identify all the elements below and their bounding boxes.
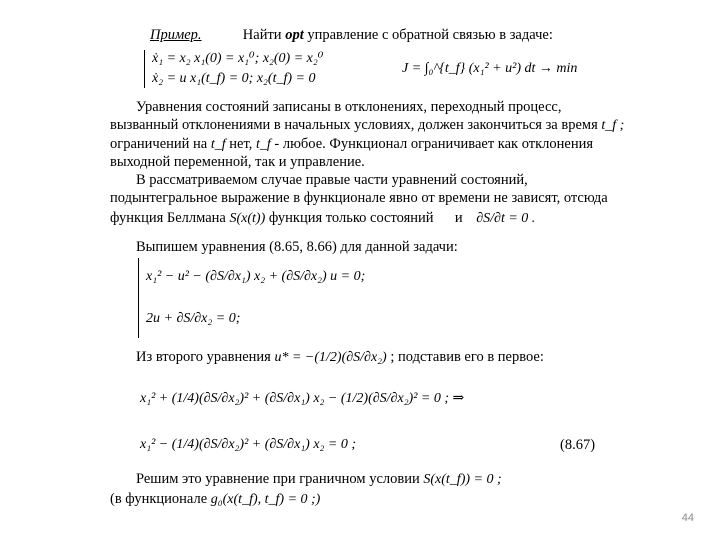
para2-line1: В рассматриваемом случае правые части уравнений состояний, (136, 172, 528, 188)
boundary-condition: S(x(t_f)) = 0 ; (423, 472, 502, 487)
para1-line3: ограничений на t_f нет, t_f - любое. Функционал ограничивает как отклонения (110, 136, 594, 152)
para1-line2: вызванный отклонениями в начальных условиях, должен закончиться за время t_f ; (110, 117, 625, 133)
substituted-equation-1: x₁² + (1/4)(∂S/∂x₂)² + (∂S/∂x₁) x₂ − (1/2)(∂S/∂x₂)² = 0 ; ⇒ (140, 391, 465, 406)
para1-line1: Уравнения состояний записаны в отклонениях, переходный процесс, (136, 99, 562, 115)
example-label: Пример. (150, 27, 202, 43)
functional-expression: J = ∫₀^{t_f} (x₁² + u²) dt → min (402, 61, 578, 76)
hjb-equation-2: 2u + ∂S/∂x₂ = 0; (146, 311, 241, 326)
system-line-1: ẋ₁ = x₂ x₁(0) = x₁⁰; x₂(0) = x₂⁰ (152, 51, 324, 66)
para2-line3: функция Беллмана S(x(t)) функция только состояний и ∂S/∂t = 0 . (110, 210, 536, 226)
tf-variable: t_f ; (601, 118, 625, 133)
example-header (150, 26, 553, 44)
para5-line1: Решим это уравнение при граничном условии S(x(t_f)) = 0 ; (136, 471, 502, 487)
task-opt: opt (285, 27, 304, 43)
system-line-2: ẋ₂ = u x₁(t_f) = 0; x₂(t_f) = 0 (152, 71, 316, 86)
para2-line2: подынтегральное выражение в функционале явно от времени не зависят, отсюда (110, 190, 608, 206)
hjb-equation-1: x₁² − u² − (∂S/∂x₁) x₂ + (∂S/∂x₂) u = 0; (146, 269, 366, 284)
optimal-control: u* = −(1/2)(∂S/∂x₂) (274, 350, 387, 365)
hjb-system-brace (138, 258, 139, 338)
equation-number: (8.67) (560, 437, 596, 453)
system-brace (144, 50, 145, 88)
dsdt-equation: ∂S/∂t = 0 . (476, 211, 536, 226)
para4-intro: Из второго уравнения u* = −(1/2)(∂S/∂x₂) ; подставив его в первое: (136, 349, 544, 365)
substituted-equation-2: x₁² − (1/4)(∂S/∂x₂)² + (∂S/∂x₁) x₂ = 0 ; (140, 437, 357, 452)
bellman-function: S(x(t)) (229, 211, 266, 226)
page-number: 44 (681, 512, 694, 524)
para1-line4: выходной переменной, так и управление. (110, 154, 365, 170)
task-suffix: управление с обратной связью в задаче: (307, 27, 553, 43)
para5-line2: (в функционале g₀(x(t_f), t_f) = 0 ;) (110, 491, 321, 507)
task-prefix: Найти (242, 27, 282, 43)
para3-intro: Выпишем уравнения (8.65, 8.66) для данной задачи: (136, 239, 458, 255)
terminal-term: g₀(x(t_f), t_f) = 0 ;) (210, 492, 321, 507)
